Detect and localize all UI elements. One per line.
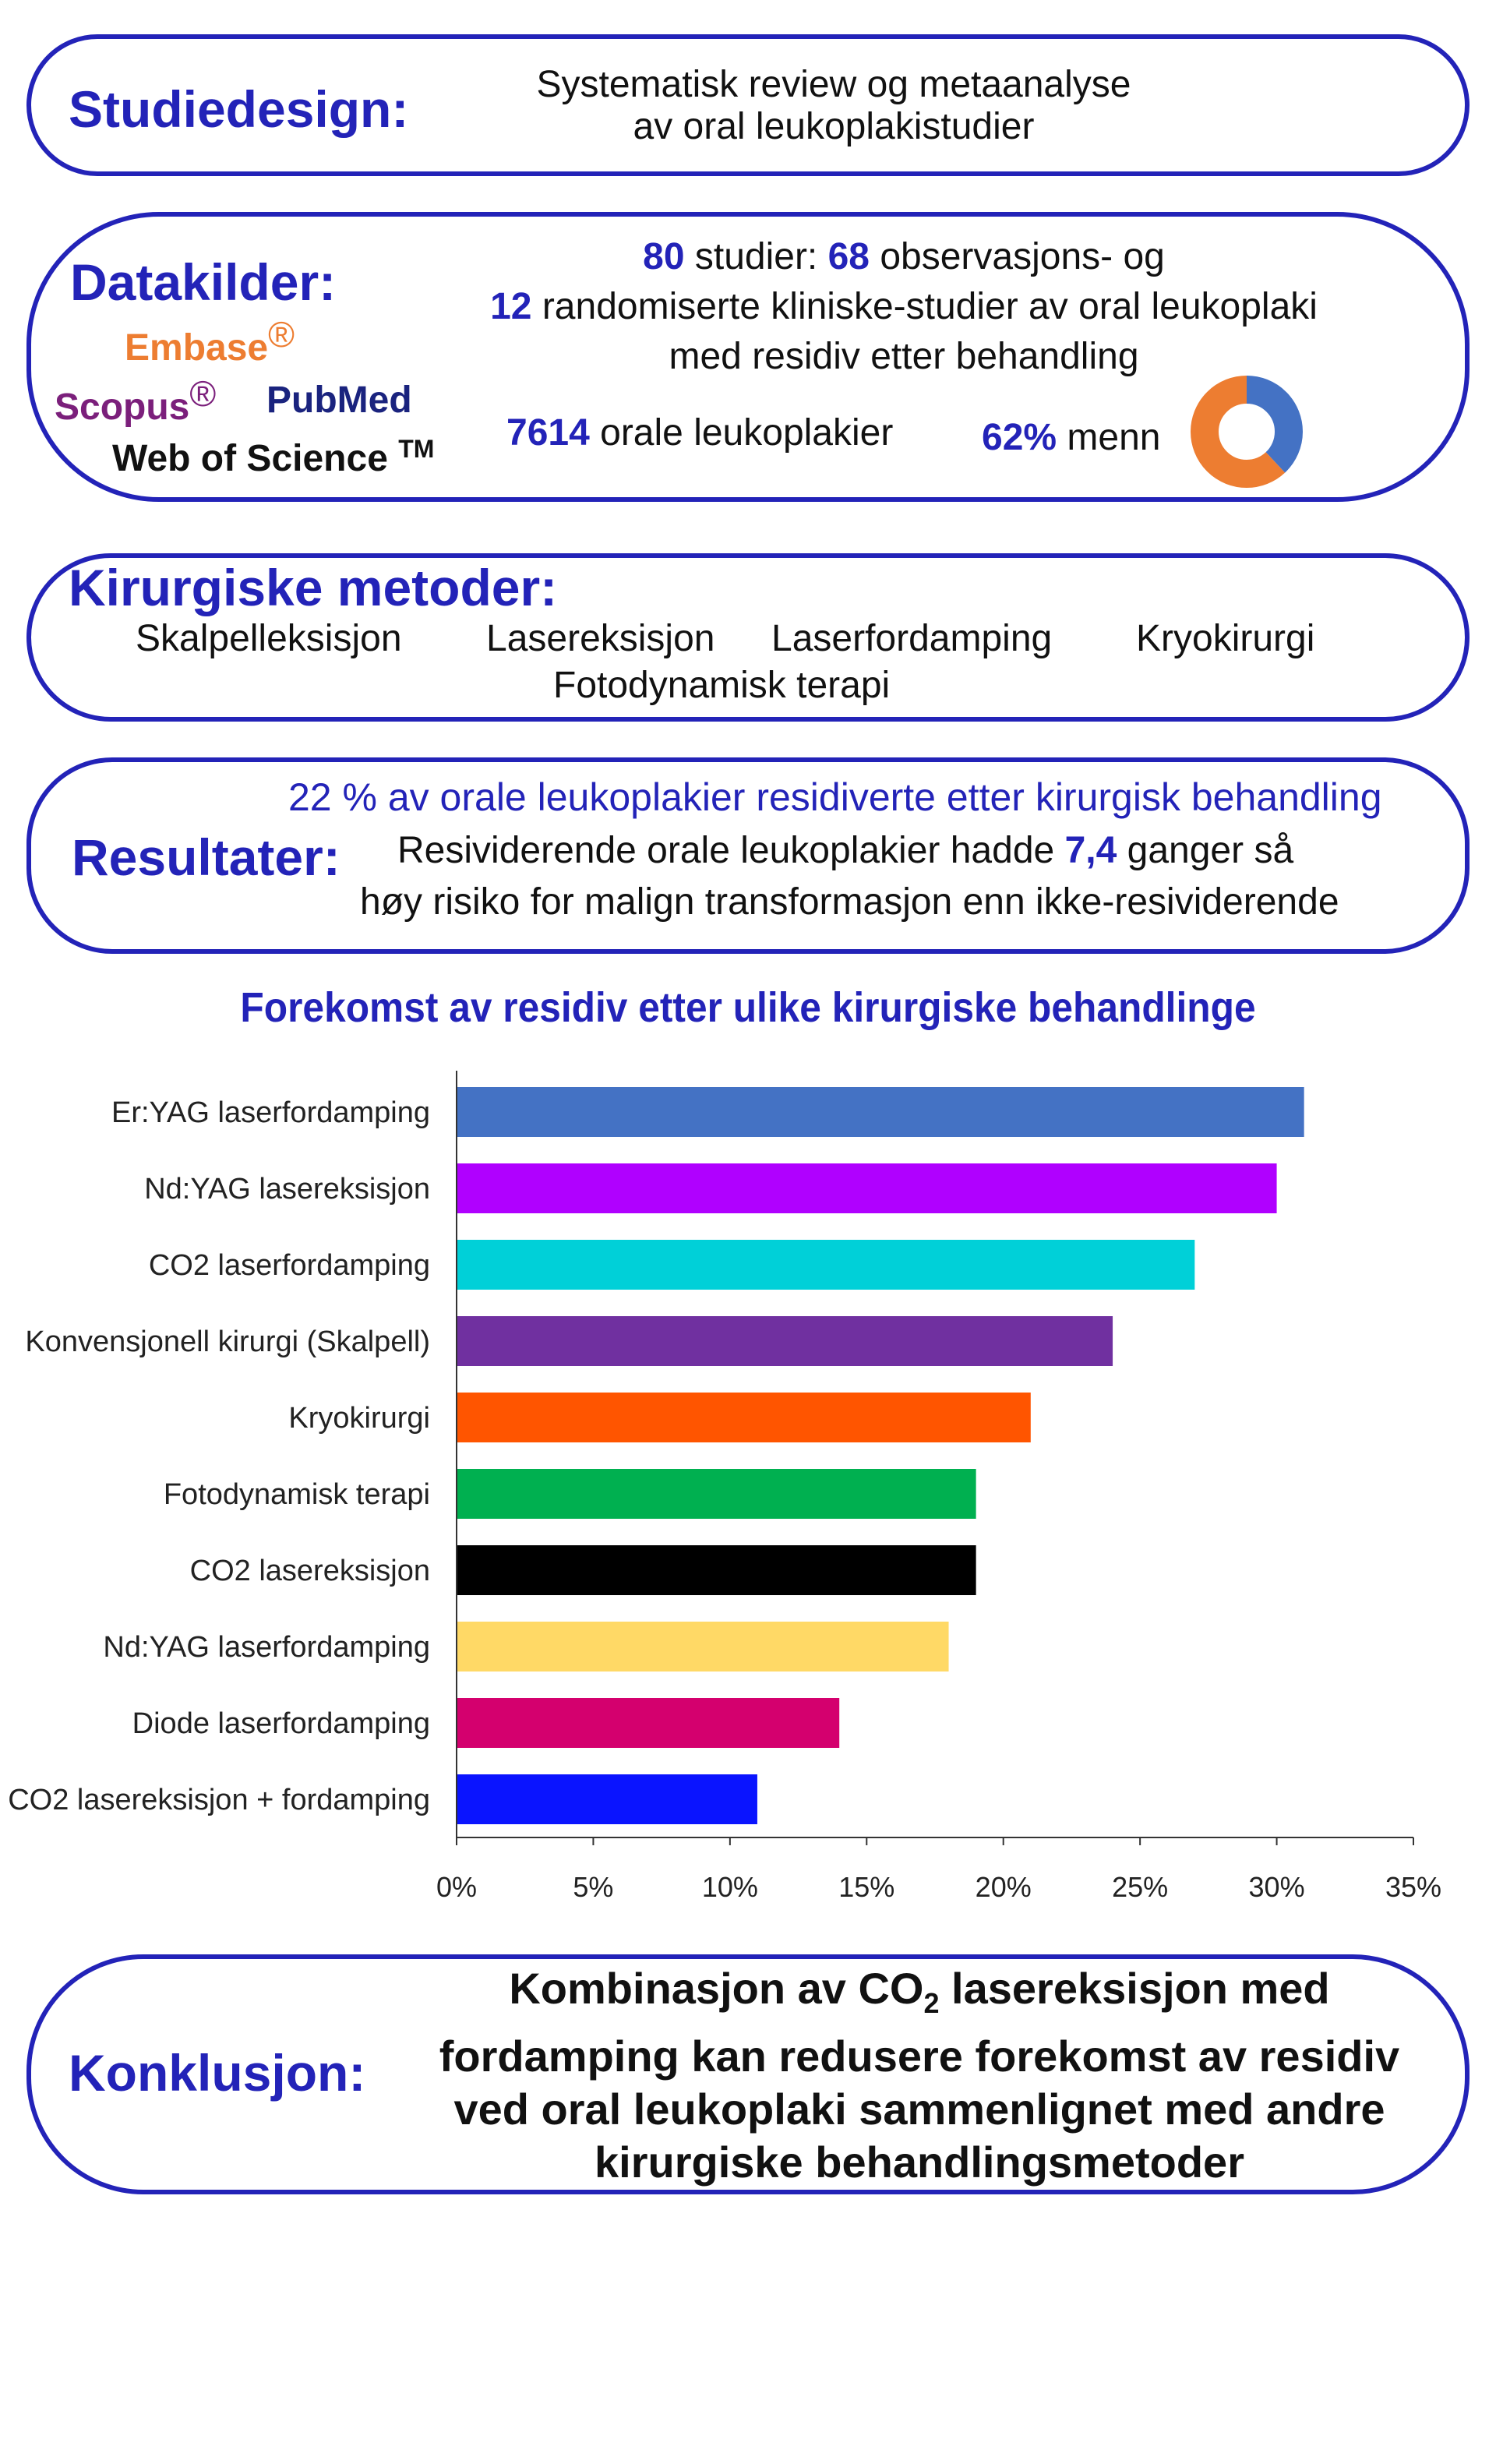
x-tick-label: 25% <box>1112 1871 1169 1903</box>
results-line1: 22 % av orale leukoplakier residiverte etter kirurgisk behandling <box>288 775 1382 819</box>
data-sources-box <box>26 212 1470 502</box>
embase-label <box>125 313 295 369</box>
conclusion-line3: ved oral leukoplaki sammenlignet med andre <box>453 2085 1385 2134</box>
scopus-registered: ® <box>189 373 217 414</box>
studies-count: 80 <box>643 236 685 277</box>
x-tick-label: 35% <box>1385 1871 1442 1903</box>
bar-9 <box>457 1698 839 1748</box>
results-line2-a: Resividerende orale leukoplakier hadde <box>397 830 1055 871</box>
method-item-photodynamic: Fotodynamisk terapi <box>553 665 891 706</box>
conclusion-line1 <box>405 1962 1434 2030</box>
x-tick-label: 5% <box>573 1871 614 1903</box>
conclusion-text <box>405 1962 1434 2189</box>
embase-text: Embase <box>125 327 269 369</box>
category-label: Konvensjonell kirurgi (Skalpell) <box>25 1326 430 1358</box>
obs-text: observasjons- og <box>880 236 1165 277</box>
studies-line3: med residiv etter behandling <box>669 336 1139 377</box>
method-item-laser-excision: Lasereksisjon <box>486 618 715 659</box>
category-label: CO2 lasereksisjon + fordamping <box>8 1784 430 1816</box>
conclusion-heading: Konklusjon: <box>69 2044 366 2102</box>
x-tick-label: 0% <box>436 1871 478 1903</box>
method-item-laser-vaporization: Laserfordamping <box>771 618 1053 659</box>
results-line2-b: ganger så <box>1127 830 1294 871</box>
category-label: Fotodynamisk terapi <box>163 1478 430 1511</box>
results-heading: Resultater: <box>72 828 340 886</box>
method-item-scalpel: Skalpelleksisjon <box>136 618 402 659</box>
bar-3 <box>457 1240 1194 1290</box>
category-label: Nd:YAG lasereksisjon <box>144 1173 430 1206</box>
scopus-label <box>55 372 216 429</box>
conclusion-line1-b: lasereksisjon med <box>939 1964 1330 2013</box>
donut-group <box>1205 390 1289 474</box>
conclusion-line1-a: Kombinasjon av CO <box>509 1964 924 2013</box>
x-tick-label: 10% <box>701 1871 758 1903</box>
bar-7 <box>457 1545 976 1595</box>
bar-4 <box>457 1316 1113 1366</box>
bar-6 <box>457 1469 976 1519</box>
study-design-line2: av oral leukoplakistudier <box>633 106 1035 147</box>
results-box <box>26 757 1470 954</box>
wos-text: Web of Science <box>112 438 388 479</box>
lesion-text: orale leukoplakier <box>600 412 894 454</box>
bar-8 <box>457 1622 949 1671</box>
recurrence-bar-chart <box>0 1052 1496 1972</box>
male-text: menn <box>1067 417 1161 458</box>
x-tick-label: 20% <box>975 1871 1032 1903</box>
bar-2 <box>457 1163 1277 1213</box>
category-label: CO2 laserfordamping <box>148 1249 430 1282</box>
chart-title: Forekomst av residiv etter ulike kirurgiske behandlinge <box>240 984 1256 1031</box>
results-risk-ratio: 7,4 <box>1064 830 1117 871</box>
study-design-line1: Systematisk review og metaanalyse <box>536 64 1131 105</box>
pubmed-label: PubMed <box>266 379 412 421</box>
male-pct: 62% <box>982 417 1057 458</box>
rct-count: 12 <box>490 286 532 327</box>
study-design-text <box>468 64 1200 148</box>
method-item-cryosurgery: Kryokirurgi <box>1136 618 1315 659</box>
male-summary <box>982 416 1161 459</box>
gender-donut-chart <box>1184 369 1309 494</box>
study-design-heading: Studiedesign: <box>69 80 409 138</box>
lesion-count: 7614 <box>506 412 590 454</box>
conclusion-co2-subscript: 2 <box>923 1987 940 2020</box>
rct-text: randomiserte kliniske-studier av oral leukoplaki <box>542 286 1318 327</box>
data-sources-heading: Datakilder: <box>70 253 337 311</box>
x-tick-label: 30% <box>1248 1871 1305 1903</box>
methods-heading: Kirurgiske metoder: <box>69 559 558 616</box>
conclusion-box <box>26 1954 1470 2194</box>
results-line2 <box>397 829 1293 872</box>
bar-1 <box>457 1087 1304 1137</box>
lesion-summary <box>506 411 893 454</box>
studies-text: studier: <box>694 236 818 277</box>
wos-label <box>112 435 434 480</box>
obs-count: 68 <box>827 236 870 277</box>
bar-10 <box>457 1774 757 1824</box>
bar-5 <box>457 1393 1031 1442</box>
study-design-box <box>26 34 1470 176</box>
studies-line1 <box>436 232 1371 282</box>
studies-summary <box>436 232 1371 382</box>
conclusion-line4: kirurgiske behandlingsmetoder <box>595 2137 1244 2187</box>
methods-box <box>26 553 1470 722</box>
category-label: Er:YAG laserfordamping <box>111 1096 430 1129</box>
category-label: Kryokirurgi <box>288 1402 430 1435</box>
x-tick-label: 15% <box>838 1871 895 1903</box>
embase-registered: ® <box>268 314 295 355</box>
results-line3: høy risiko for malign transformasjon enn ikke-resividerende <box>360 881 1339 923</box>
category-label: CO2 lasereksisjon <box>189 1555 430 1587</box>
conclusion-line2: fordamping kan redusere forekomst av residiv <box>439 2032 1400 2081</box>
scopus-text: Scopus <box>55 387 190 428</box>
category-label: Diode laserfordamping <box>132 1707 430 1740</box>
studies-line2 <box>436 282 1371 332</box>
category-label: Nd:YAG laserfordamping <box>103 1631 430 1664</box>
wos-trademark: TM <box>398 435 435 463</box>
